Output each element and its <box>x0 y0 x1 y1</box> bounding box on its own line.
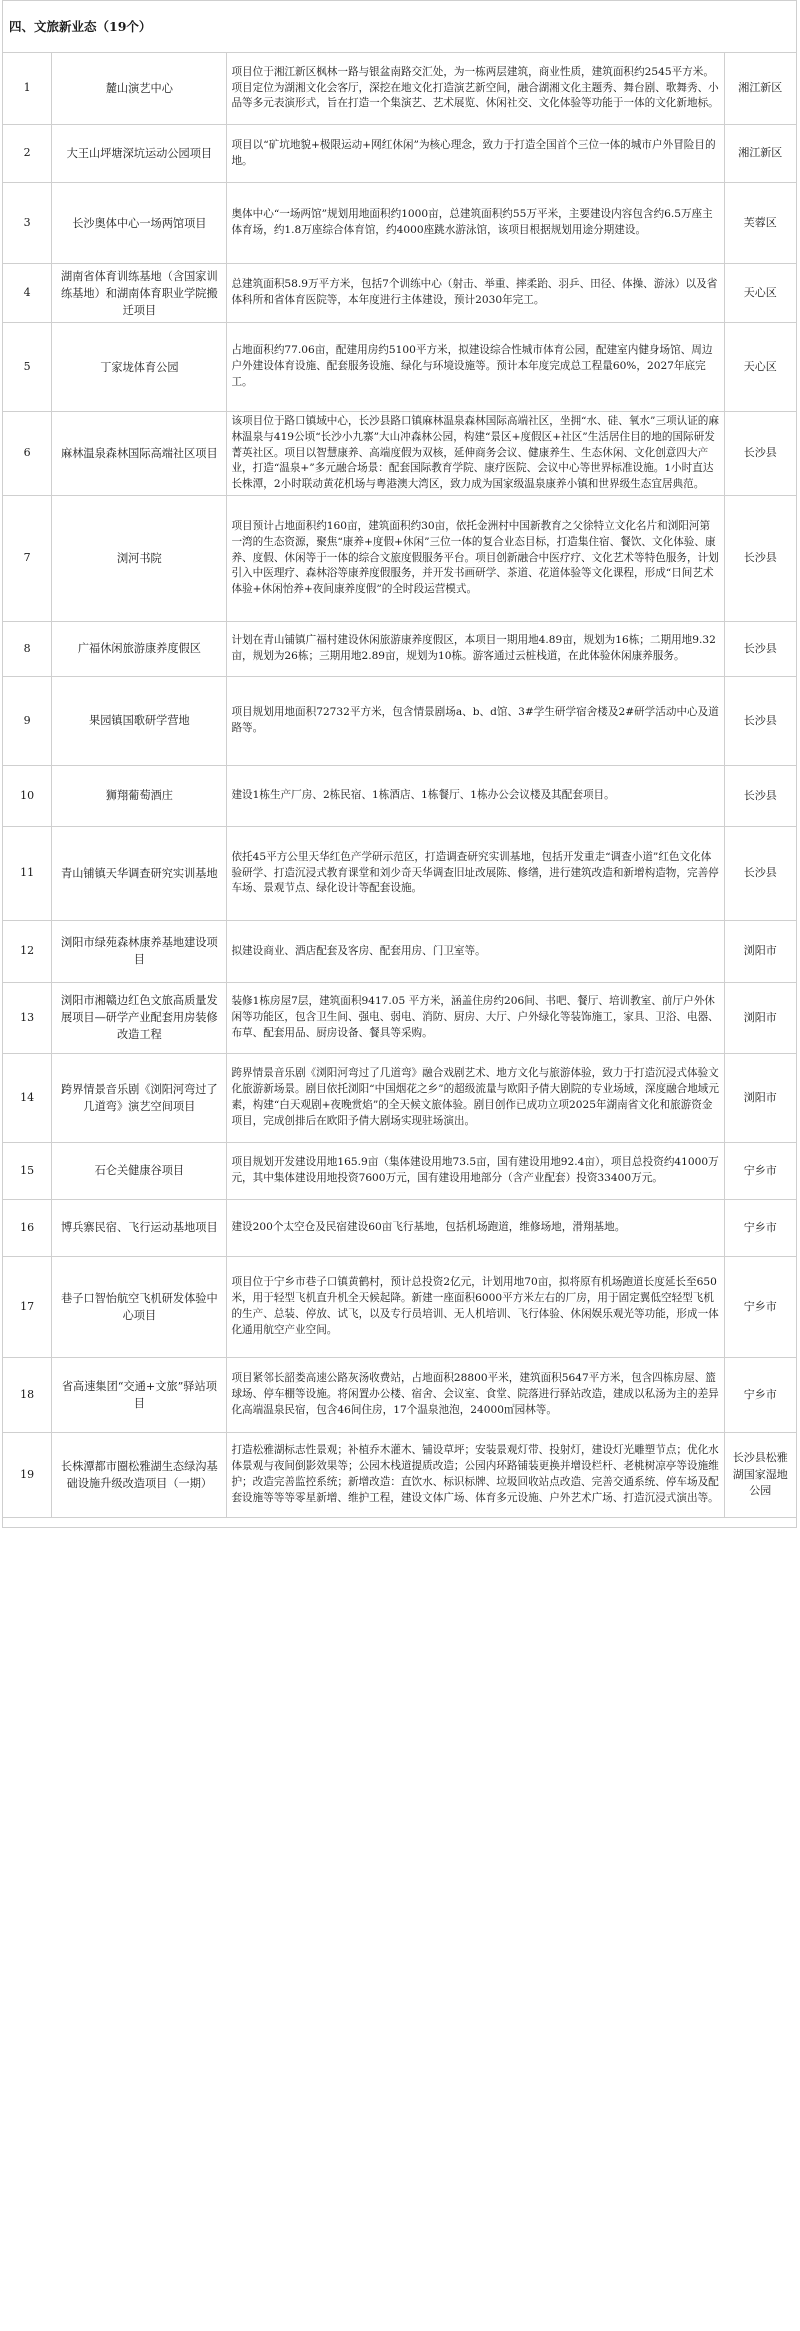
project-district: 长沙县 <box>724 676 796 765</box>
table-row <box>3 1199 797 1256</box>
project-description: 计划在青山铺镇广福村建设休闲旅游康养度假区，本项目一期用地4.89亩，规划为16栋；二期用地9.32亩，规划为26栋；三期用地2.89亩，规划为10栋。游客通过云桩栈道，在此体验休闲康养服务。 <box>227 621 724 676</box>
project-description: 项目规划用地面积72732平方米，包含情景剧场a、b、d馆、3#学生研学宿舍楼及2#研学活动中心及道路等。 <box>227 676 724 765</box>
project-name: 狮翔葡萄酒庄 <box>52 765 227 826</box>
row-index: 3 <box>3 183 52 264</box>
row-index: 10 <box>3 765 52 826</box>
project-name: 浏河书院 <box>52 495 227 621</box>
project-description: 依托45平方公里天华红色产学研示范区，打造调查研究实训基地，包括开发重走“调查小道”红色文化体验研学、打造沉浸式教育课堂和刘少奇天华调查旧址改展陈、修缮，进行建筑改造和新增构造物，完善停车场、景观节点、绿化设计等配套设施。 <box>227 826 724 920</box>
project-description: 项目位于宁乡市巷子口镇黄鹤村，预计总投资2亿元，计划用地70亩，拟将原有机场跑道长度延长至650米，用于轻型飞机直升机全天候起降。新建一座面积6000平方米左右的厂房，用于固定翼低空轻型飞机的生产、总装、停放、试飞，以及专行员培训、无人机培训、飞行体验、休闲娱乐观光等功能，形成一体化通用航空产业空间。 <box>227 1256 724 1357</box>
row-index: 15 <box>3 1142 52 1199</box>
project-district: 长沙县 <box>724 765 796 826</box>
project-description: 总建筑面积58.9万平方米，包括7个训练中心（射击、举重、摔柔跆、羽乒、田径、体操、游泳）以及省体科所和省体育医院等，本年度进行主体建设，预计2030年完工。 <box>227 264 724 323</box>
project-district: 宁乡市 <box>724 1199 796 1256</box>
project-description: 装修1栋房屋7层，建筑面积9417.05 平方米，涵盖住房约206间、书吧、餐厅、培训教室、前厅户外休闲等功能区，包含卫生间、强电、弱电、消防、厨房、大厅、户外绿化等装饰施工，家具、卫浴、电器、布草、配套用品、厨房设备、餐具等采购。 <box>227 982 724 1053</box>
table-row <box>3 621 797 676</box>
table-row <box>3 765 797 826</box>
project-name: 麓山演艺中心 <box>52 53 227 125</box>
project-district: 长沙县松雅湖国家湿地公园 <box>724 1432 796 1517</box>
project-name: 长株潭都市圈松雅湖生态绿沟基础设施升级改造项目（一期） <box>52 1432 227 1517</box>
row-index: 8 <box>3 621 52 676</box>
row-index: 5 <box>3 323 52 412</box>
project-description: 项目预计占地面积约160亩，建筑面积约30亩，依托金洲村中国新教育之父徐特立文化名片和浏阳河第一湾的生态资源，聚焦“康养+度假+休闲”三位一体的复合业态目标，打造集住宿、餐饮、文化体验、康养、度假、休闲等于一体的综合文旅度假服务平台。项目创新融合中医疗疗、文化艺术等特色服务，计划引入中医理疗、森林浴等康养度假服务，并开发书画研学、茶道、花道体验等文化课程，形成“日间艺术体验+休闲怡养+夜间康养度假”的全时段运营模式。 <box>227 495 724 621</box>
project-district: 浏阳市 <box>724 920 796 982</box>
project-district: 天心区 <box>724 323 796 412</box>
table-row <box>3 982 797 1053</box>
project-district: 天心区 <box>724 264 796 323</box>
row-index: 16 <box>3 1199 52 1256</box>
row-index: 19 <box>3 1432 52 1517</box>
project-description: 打造松雅湖标志性景观；补植乔木灌木、铺设草坪；安装景观灯带、投射灯，建设灯光雕塑节点；优化水体景观与夜间倒影效果等；公园木栈道提质改造；公园内环路铺装更换并增设栏杆、老桃树凉亭等设施维护；改造完善监控系统；新增改造：直饮水、标识标牌、垃圾回收站点改造、完善交通系统、停车场及配套设施等等等零星新增、维护工程，建设文体广场、体育多元设施、户外艺术广场、打造沉浸式演出等。 <box>227 1432 724 1517</box>
project-name: 巷子口智怡航空飞机研发体验中心项目 <box>52 1256 227 1357</box>
project-list-sheet <box>2 0 797 1528</box>
project-name: 青山铺镇天华调查研究实训基地 <box>52 826 227 920</box>
row-index: 11 <box>3 826 52 920</box>
project-district: 宁乡市 <box>724 1357 796 1432</box>
table-row <box>3 1142 797 1199</box>
project-description: 拟建设商业、酒店配套及客房、配套用房、门卫室等。 <box>227 920 724 982</box>
table-row <box>3 920 797 982</box>
project-description: 项目以“矿坑地貌+极限运动+网红休闲”为核心理念，致力于打造全国首个三位一体的城市户外冒险目的地。 <box>227 125 724 183</box>
table-row <box>3 53 797 125</box>
table-row <box>3 1053 797 1142</box>
table-bottom-edge <box>2 1518 797 1528</box>
project-district: 长沙县 <box>724 412 796 496</box>
section-title: 四、文旅新业态（19个） <box>2 0 797 52</box>
project-description: 项目规划开发建设用地165.9亩（集体建设用地73.5亩，国有建设用地92.4亩），项目总投资约41000万元，其中集体建设用地投资7600万元，国有建设用地部分（含产业配套）投资33400万元。 <box>227 1142 724 1199</box>
project-name: 湖南省体育训练基地（含国家训练基地）和湖南体育职业学院搬迁项目 <box>52 264 227 323</box>
table-row <box>3 323 797 412</box>
table-row <box>3 412 797 496</box>
project-description: 该项目位于路口镇域中心，长沙县路口镇麻林温泉森林国际高端社区，坐拥“水、硅、氧水”三项认证的麻林温泉与419公顷“长沙小九寨”大山冲森林公园，构建“景区+度假区+社区”生活居住目的地的国际研发菁英社区。项目以智慧康养、高端度假为双核，延伸商务会议、健康养生、生态休闲、文化创意四大产业，打造“温泉+”多元融合场景：配套国际教育学院、康疗医院、会议中心等世界标准设施。1小时直达长株潭，2小时联动黄花机场与粤港澳大湾区，致力成为国家级温泉康养小镇和世界级生态宜居典范。 <box>227 412 724 496</box>
project-name: 果园镇国歌研学营地 <box>52 676 227 765</box>
project-district: 浏阳市 <box>724 982 796 1053</box>
row-index: 12 <box>3 920 52 982</box>
table-row <box>3 676 797 765</box>
project-name: 长沙奥体中心一场两馆项目 <box>52 183 227 264</box>
row-index: 4 <box>3 264 52 323</box>
project-name: 广福休闲旅游康养度假区 <box>52 621 227 676</box>
row-index: 9 <box>3 676 52 765</box>
project-district: 宁乡市 <box>724 1256 796 1357</box>
table-row <box>3 125 797 183</box>
row-index: 17 <box>3 1256 52 1357</box>
table-row <box>3 1432 797 1517</box>
row-index: 6 <box>3 412 52 496</box>
project-description: 奥体中心“一场两馆”规划用地面积约1000亩，总建筑面积约55万平米，主要建设内容包含约6.5万座主体育场，约1.8万座综合体育馆，约4000座跳水游泳馆，该项目根据规划用途分期建设。 <box>227 183 724 264</box>
project-district: 长沙县 <box>724 826 796 920</box>
project-table <box>2 52 797 1518</box>
project-name: 石仑关健康谷项目 <box>52 1142 227 1199</box>
row-index: 14 <box>3 1053 52 1142</box>
project-district: 芙蓉区 <box>724 183 796 264</box>
row-index: 18 <box>3 1357 52 1432</box>
project-description: 项目紧邻长韶娄高速公路灰汤收费站，占地面积28800平米，建筑面积5647平方米，包含四栋房屋、篮球场、停车棚等设施。将闲置办公楼、宿舍、会议室、食堂、院落进行驿站改造，建成以私汤为主的差异化高端温泉民宿，包含46间住房，17个温泉池泡，24000㎡园林等。 <box>227 1357 724 1432</box>
project-district: 浏阳市 <box>724 1053 796 1142</box>
project-name: 丁家垅体育公园 <box>52 323 227 412</box>
table-row <box>3 1256 797 1357</box>
row-index: 7 <box>3 495 52 621</box>
project-district: 宁乡市 <box>724 1142 796 1199</box>
project-name: 省高速集团“交通+文旅”驿站项目 <box>52 1357 227 1432</box>
project-name: 跨界情景音乐剧《浏阳河弯过了几道弯》演艺空间项目 <box>52 1053 227 1142</box>
project-name: 浏阳市湘赣边红色文旅高质量发展项目—研学产业配套用房装修改造工程 <box>52 982 227 1053</box>
table-row <box>3 1357 797 1432</box>
project-description: 跨界情景音乐剧《浏阳河弯过了几道弯》融合戏剧艺术、地方文化与旅游体验，致力于打造沉浸式体验文化旅游新场景。剧目依托浏阳“中国烟花之乡”的超级流量与欧阳予倩大剧院的专业场域，深度融合地域元素，构建“白天观剧+夜晚赏焰”的全天候文旅体验。剧目创作已成功立项2025年湖南省文化和旅游资金项目，完成创排后在欧阳予倩大剧场实现驻场演出。 <box>227 1053 724 1142</box>
project-description: 建设200个太空仓及民宿建设60亩飞行基地，包括机场跑道，维修场地，滑翔基地。 <box>227 1199 724 1256</box>
project-description: 占地面积约77.06亩，配建用房约5100平方米，拟建设综合性城市体育公园，配建室内健身场馆、周边户外建设体育设施、配套服务设施、绿化与环境设施等。预计本年度完成总工程量60%，2027年底完工。 <box>227 323 724 412</box>
project-name: 大王山坪塘深坑运动公园项目 <box>52 125 227 183</box>
project-district: 长沙县 <box>724 621 796 676</box>
table-row <box>3 495 797 621</box>
project-district: 湘江新区 <box>724 125 796 183</box>
project-name: 麻林温泉森林国际高端社区项目 <box>52 412 227 496</box>
project-district: 湘江新区 <box>724 53 796 125</box>
project-name: 浏阳市绿苑森林康养基地建设项目 <box>52 920 227 982</box>
table-row <box>3 826 797 920</box>
row-index: 1 <box>3 53 52 125</box>
project-description: 项目位于湘江新区枫林一路与银盆南路交汇处，为一栋两层建筑，商业性质，建筑面积约2545平方米。项目定位为湖湘文化会客厅，深挖在地文化打造演艺新空间，融合湖湘文化主题秀、舞台剧、歌舞秀、小品等多元表演形式，旨在打造一个集演艺、艺术展览、休闲社交、文化体验等功能于一体的文化新地标。 <box>227 53 724 125</box>
row-index: 2 <box>3 125 52 183</box>
table-row <box>3 264 797 323</box>
project-description: 建设1栋生产厂房、2栋民宿、1栋酒店、1栋餐厅、1栋办公会议楼及其配套项目。 <box>227 765 724 826</box>
project-district: 长沙县 <box>724 495 796 621</box>
project-name: 博兵寨民宿、飞行运动基地项目 <box>52 1199 227 1256</box>
table-row <box>3 183 797 264</box>
row-index: 13 <box>3 982 52 1053</box>
